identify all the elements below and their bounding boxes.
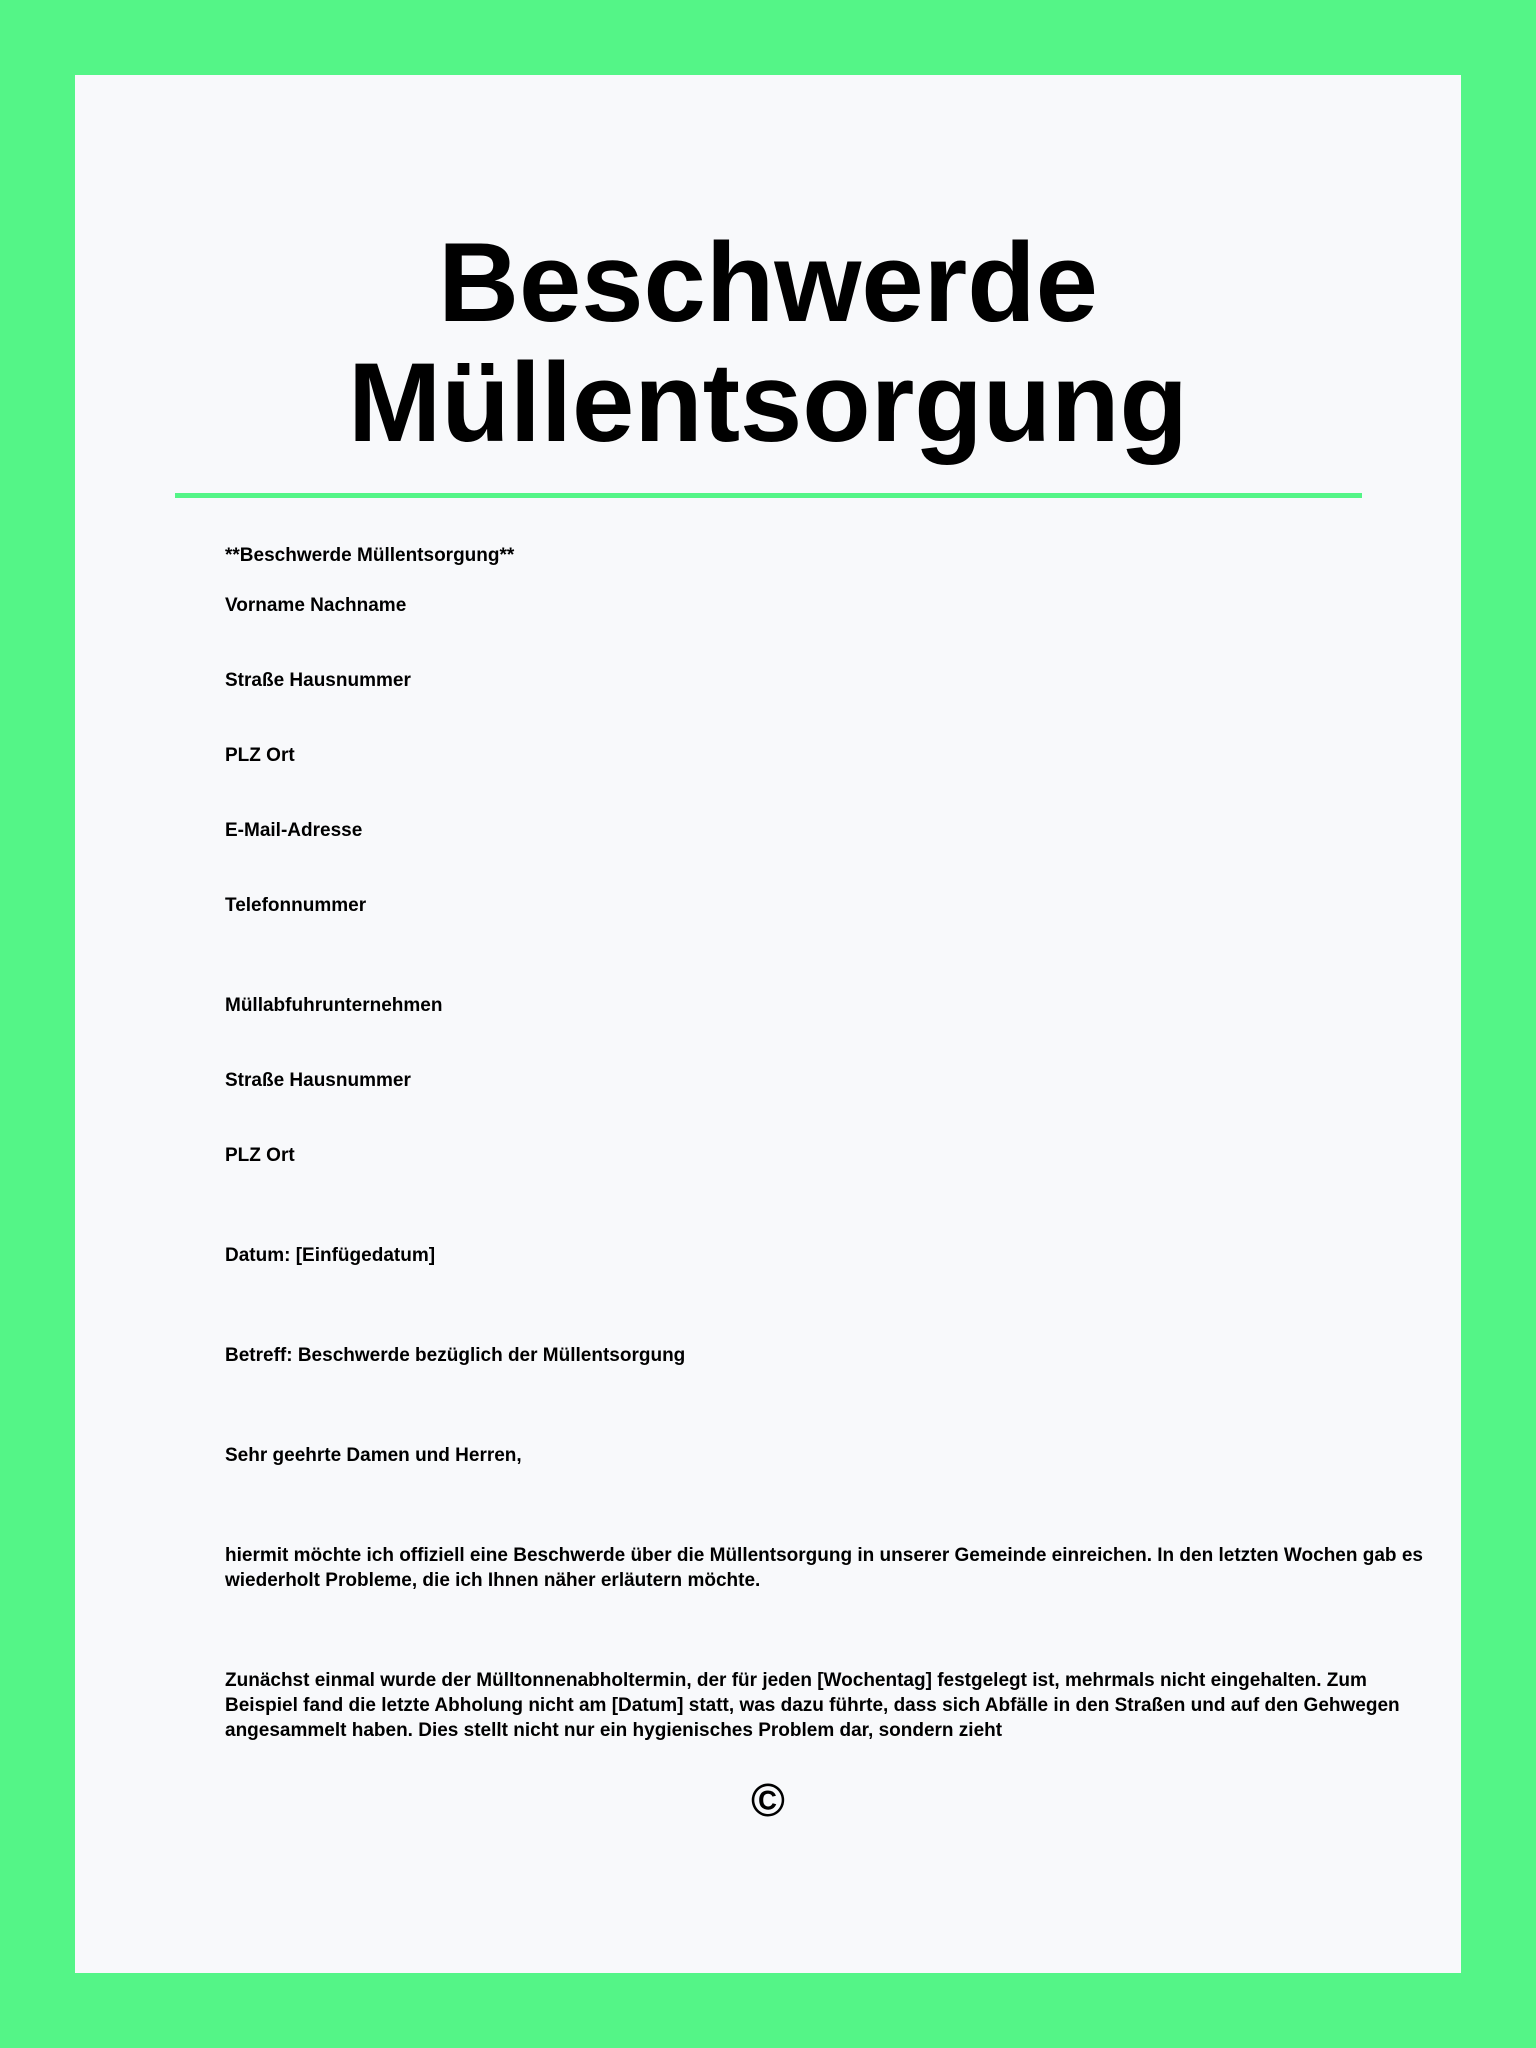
recipient-company: Müllabfuhrunternehmen — [225, 995, 443, 1016]
sender-email: E-Mail-Adresse — [225, 820, 363, 841]
sender-name: Vorname Nachname — [225, 595, 407, 616]
letter-paragraph-2: Zunächst einmal wurde der Mülltonnenabholtermin, der für jeden [Wochentag] festgelegt ist, mehrmals nicht eingehalten. Zum Beispiel fand die letzte Abholung nicht am [Datum] statt, was dazu führte, dass sich Abfälle in den Straßen und auf den Gehwegen angesammelt haben. Dies stellt nicht nur ein hygienisches Problem dar, sondern zieht — [225, 1670, 1400, 1741]
letter-heading: **Beschwerde Müllentsorgung** — [225, 545, 515, 566]
copyright-icon: © — [751, 1774, 785, 1826]
letter-subject: Betreff: Beschwerde bezüglich der Müllentsorgung — [225, 1345, 686, 1366]
title-line-2: Müllentsorgung — [348, 340, 1188, 465]
page-title — [75, 220, 1461, 465]
title-divider — [175, 493, 1362, 498]
document-page — [75, 75, 1461, 1973]
title-line-1: Beschwerde — [438, 220, 1098, 345]
sender-phone: Telefonnummer — [225, 895, 367, 916]
sender-street: Straße Hausnummer — [225, 670, 411, 691]
recipient-city: PLZ Ort — [225, 1145, 295, 1166]
letter-paragraph-1: hiermit möchte ich offiziell eine Beschwerde über die Müllentsorgung in unserer Gemeinde einreichen. In den letzten Wochen gab es wiederholt Probleme, die ich Ihnen näher erläutern möchte. — [225, 1545, 1423, 1591]
recipient-street: Straße Hausnummer — [225, 1070, 411, 1091]
sender-city: PLZ Ort — [225, 745, 295, 766]
letter-date: Datum: [Einfügedatum] — [225, 1245, 436, 1266]
letter-salutation: Sehr geehrte Damen und Herren, — [225, 1445, 522, 1466]
